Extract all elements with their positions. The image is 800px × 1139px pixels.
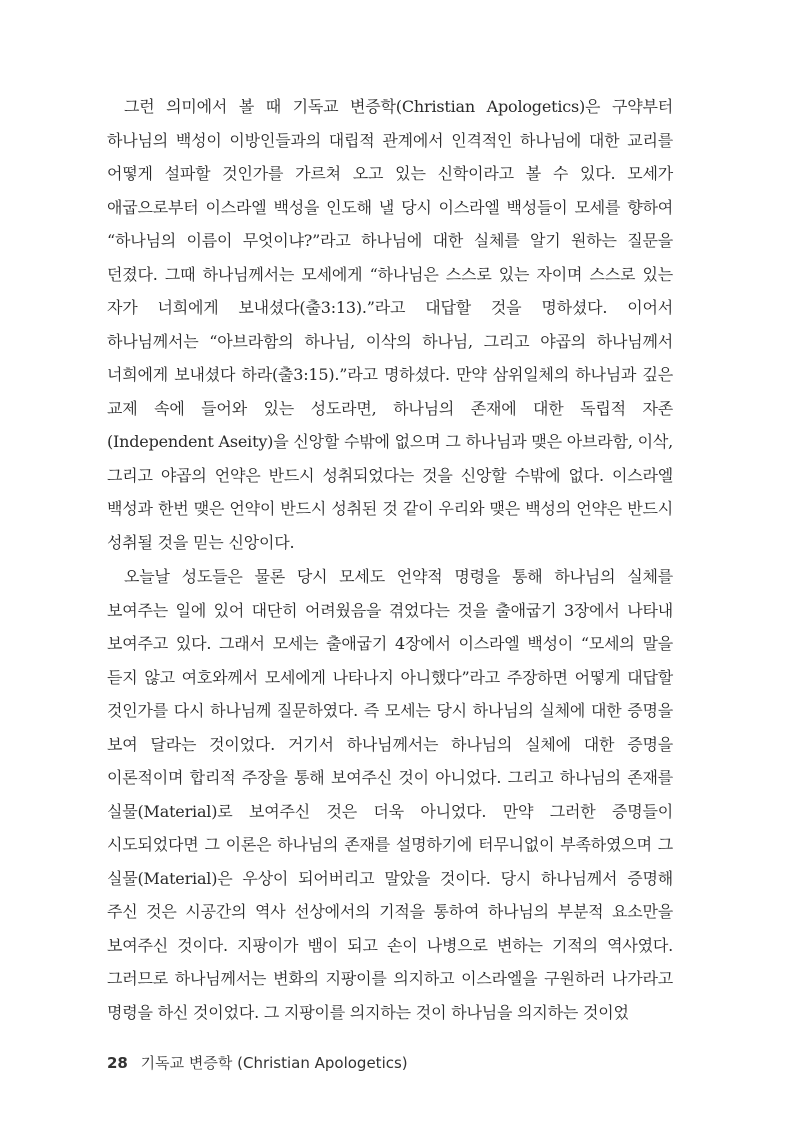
page-number: 28 [107, 1054, 128, 1072]
body-paragraph-1: 그런 의미에서 볼 때 기독교 변증학(Christian Apologetics)은 구약부터 하나님의 백성이 이방인들과의 대립적 관계에서 인격적인 하나님에 대한 교리를 어떻게 설파할 것인가를 가르쳐 오고 있는 신학이라고 볼 수 있다. 모세가 애굽으로부터 이스라엘 백성을 인도해 낼 당시 이스라엘 백성들이 모세를 향하여 “하나님의 이름이 무엇이냐?”라고 하나님에 대한 실체를 알기 원하는 질문을 던졌다. 그때 하나님께서는 모세에게 “하나님은 스스로 있는 자이며 스스로 있는 자가 너희에게 보내셨다(출3:13).”라고 대답할 것을 명하셨다. 이어서 하나님께서는 “아브라함의 하나님, 이삭의 하나님, 그리고 야곱의 하나님께서 너희에게 보내셨다 하라(출3:15).”라고 명하셨다. 만약 삼위일체의 하나님과 깊은 교제 속에 들어와 있는 성도라면, 하나님의 존재에 대한 독립적 자존(Independent Aseity)을 신앙할 수밖에 없으며 그 하나님과 맺은 아브라함, 이삭, 그리고 야곱의 언약은 반드시 성취되었다는 것을 신앙할 수밖에 없다. 이스라엘 백성과 한번 맺은 언약이 반드시 성취된 것 같이 우리와 맺은 백성의 언약은 반드시 성취될 것을 믿는 신앙이다. [107, 97, 673, 552]
page-footer [107, 1052, 408, 1073]
running-title: 기독교 변증학 (Christian Apologetics) [140, 1054, 408, 1072]
body-paragraph-2: 오늘날 성도들은 물론 당시 모세도 언약적 명령을 통해 하나님의 실체를 보여주는 일에 있어 대단히 어려웠음을 겪었다는 것을 출애굽기 3장에서 나타내 보여주고 있다. 그래서 모세는 출애굽기 4장에서 이스라엘 백성이 “모세의 말을 듣지 않고 여호와께서 모세에게 나타나지 아니했다”라고 주장하면 어떻게 대답할 것인가를 다시 하나님께 질문하였다. 즉 모세는 당시 하나님의 실체에 대한 증명을 보여 달라는 것이었다. 거기서 하나님께서는 하나님의 실체에 대한 증명을 이론적이며 합리적 주장을 통해 보여주신 것이 아니었다. 그리고 하나님의 존재를 실물(Material)로 보여주신 것은 더욱 아니었다. 만약 그러한 증명들이 시도되었다면 그 이론은 하나님의 존재를 설명하기에 터무니없이 부족하였으며 그 실물(Material)은 우상이 되어버리고 말았을 것이다. 당시 하나님께서 증명해 주신 것은 시공간의 역사 선상에서의 기적을 통하여 하나님의 부분적 요소만을 보여주신 것이다. 지팡이가 뱀이 되고 손이 나병으로 변하는 기적의 역사였다. 그러므로 하나님께서는 변화의 지팡이를 의지하고 이스라엘을 구원하러 나가라고 명령을 하신 것이었다. 그 지팡이를 의지하는 것이 하나님을 의지하는 것이었 [107, 567, 673, 1022]
